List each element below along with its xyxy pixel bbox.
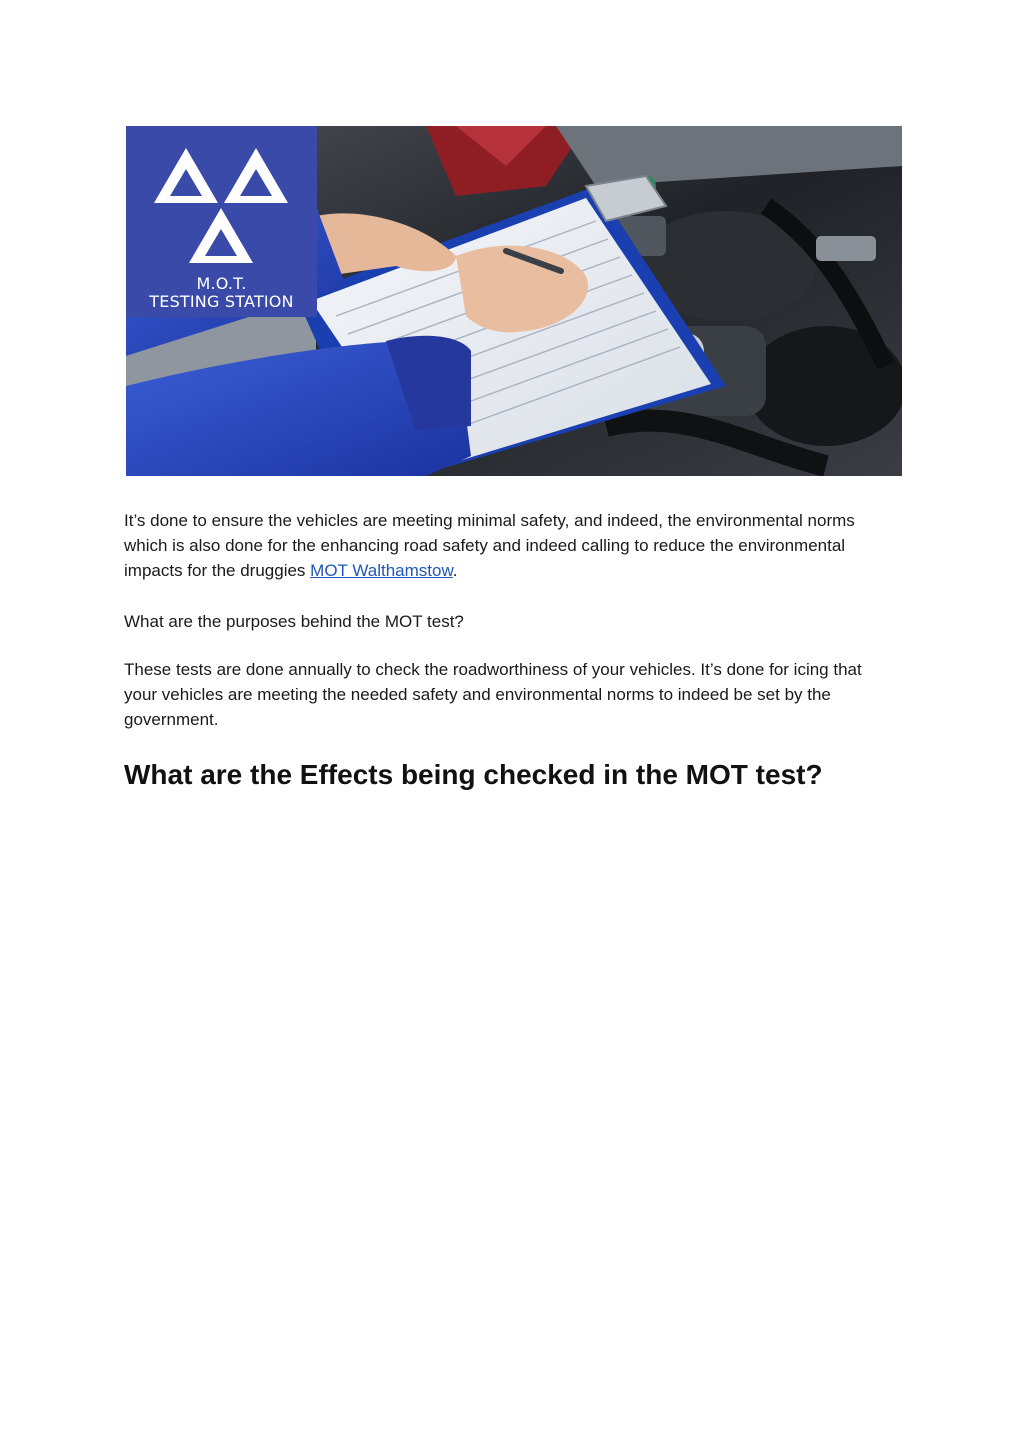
intro-paragraph-text: It’s done to ensure the vehicles are meeting minimal safety, and indeed, the environmental norms which is also done for the enhancing road safety and indeed calling to reduce the environmental impacts for the druggies — [124, 511, 855, 580]
section-heading: What are the Effects being checked in the MOT test? — [124, 759, 823, 790]
intro-paragraph — [124, 508, 884, 583]
annual-tests-paragraph: These tests are done annually to check the roadworthiness of your vehicles. It’s done for icing that your vehicles are meeting the needed safety and environmental norms to indeed be set by the government. — [124, 660, 862, 729]
logo-text-testing-station: TESTING STATION — [149, 292, 294, 311]
purposes-question: What are the purposes behind the MOT test? — [124, 612, 464, 631]
intro-paragraph-end: . — [452, 561, 458, 580]
hero-image — [126, 126, 902, 476]
logo-text-mot: M.O.T. — [196, 274, 247, 293]
mot-walthamstow-link[interactable]: MOT Walthamstow — [310, 561, 453, 580]
mot-testing-station-logo — [126, 126, 317, 317]
